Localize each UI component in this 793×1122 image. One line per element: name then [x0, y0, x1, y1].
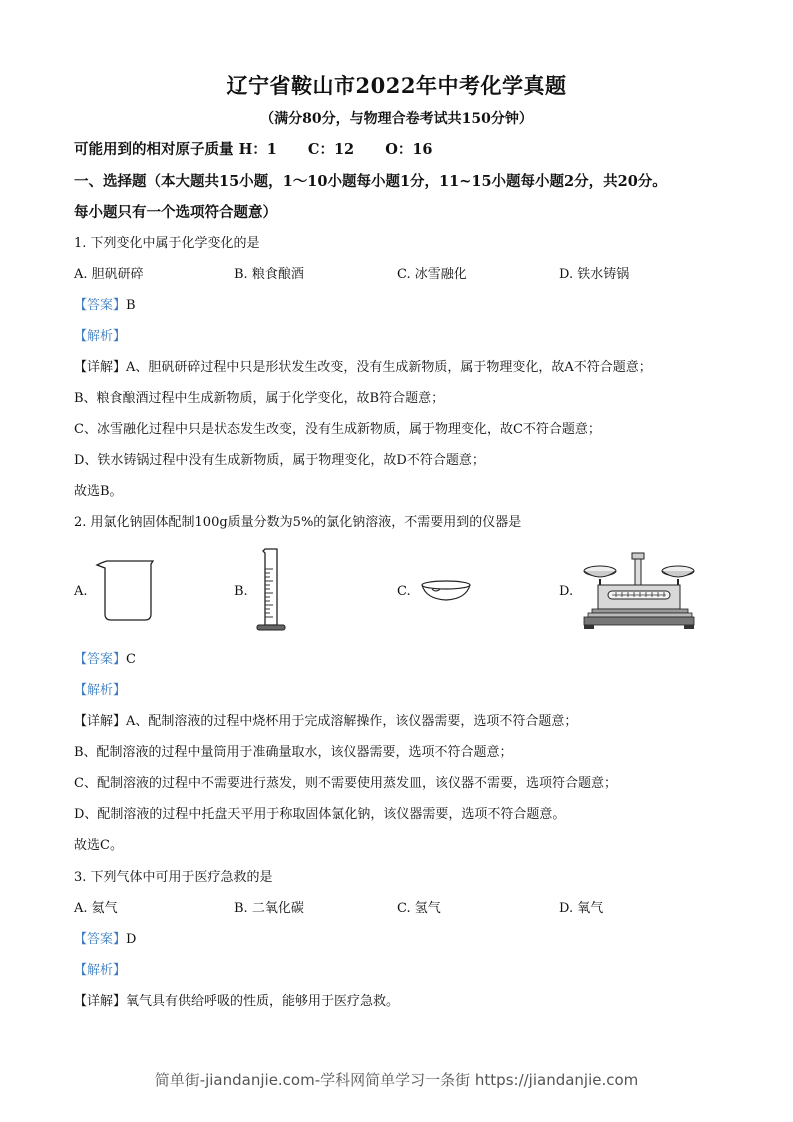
q3-option-c: C. 氢气	[397, 901, 441, 916]
answer-label: 【答案】	[74, 298, 127, 313]
detail-label: 【详解】	[74, 714, 127, 729]
section-heading-cont: 每小题只有一个选项符合题意）	[74, 204, 277, 221]
q2-detail-d: D、配制溶液的过程中托盘天平用于称取固体氯化钠，该仪器需要，选项不符合题意。	[74, 807, 566, 822]
answer-label: 【答案】	[74, 652, 127, 667]
q1-detail-a: 【详解】A、胆矾研碎过程中只是形状发生改变，没有生成新物质，属于物理变化，故A不符合题意；	[74, 360, 652, 375]
answer-value: C	[126, 652, 136, 667]
q2-analysis-label: 【解析】	[74, 683, 127, 698]
q2-option-b-label: B.	[234, 584, 248, 599]
q1-conclusion: 故选B。	[74, 484, 123, 499]
q1-analysis-label: 【解析】	[74, 329, 127, 344]
section-heading: 一、选择题（本大题共15小题，1～10小题每小题1分，11~15小题每小题2分，共20分。	[74, 173, 667, 190]
q2-detail-b: B、配制溶液的过程中量筒用于准确量取水，该仪器需要，选项不符合题意；	[74, 745, 513, 760]
atomic-mass-line	[74, 141, 433, 159]
q3-option-d: D. 氧气	[559, 901, 604, 916]
q2-detail-c: C、配制溶液的过程中不需要进行蒸发，则不需要使用蒸发皿，该仪器不需要，选项符合题意；	[74, 776, 617, 791]
footer-watermark: 简单街-jiandanjie.com-学科网简单学习一条街 https://jiandanjie.com	[154, 1071, 639, 1089]
detail-label: 【详解】	[74, 360, 127, 375]
q1-answer	[74, 297, 136, 315]
answer-value: D	[126, 932, 137, 947]
q1-option-c: C. 冰雪融化	[397, 267, 467, 282]
q3-option-b: B. 二氧化碳	[234, 901, 304, 916]
q1-detail-b: B、粮食酿酒过程中生成新物质，属于化学变化，故B符合题意；	[74, 391, 445, 406]
atomic-mass-h: H：1	[238, 141, 277, 158]
question-2-stem: 2. 用氯化钠固体配制100g质量分数为5%的氯化钠溶液，不需要用到的仪器是	[74, 515, 522, 530]
q1-option-d: D. 铁水铸锅	[559, 267, 630, 282]
q3-option-a: A. 氦气	[74, 901, 118, 916]
q1-option-a: A. 胆矾研碎	[74, 267, 144, 282]
beaker-icon	[95, 558, 155, 624]
q1-detail-d: D、铁水铸锅过程中没有生成新物质，属于物理变化，故D不符合题意；	[74, 453, 485, 468]
atomic-mass-label: 可能用到的相对原子质量	[74, 141, 234, 158]
q2-detail-a: 【详解】A、配制溶液的过程中烧杯用于完成溶解操作，该仪器需要，选项不符合题意；	[74, 714, 578, 729]
q1-detail-c: C、冰雪融化过程中只是状态发生改变，没有生成新物质，属于物理变化，故C不符合题意；	[74, 422, 601, 437]
page-subtitle: （满分80分，与物理合卷考试共150分钟）	[260, 111, 533, 127]
answer-label: 【答案】	[74, 932, 127, 947]
q2-option-d-label: D.	[559, 584, 574, 599]
evaporating-dish-icon	[420, 579, 472, 603]
q2-answer	[74, 651, 136, 669]
question-3-stem: 3. 下列气体中可用于医疗急救的是	[74, 870, 273, 885]
q2-option-c-label: C.	[397, 584, 411, 599]
detail-label: 【详解】	[74, 994, 127, 1009]
question-1-stem: 1. 下列变化中属于化学变化的是	[74, 236, 260, 251]
q3-detail: 【详解】氧气具有供给呼吸的性质，能够用于医疗急救。	[74, 994, 400, 1009]
atomic-mass-o: O：16	[385, 141, 433, 158]
q3-analysis-label: 【解析】	[74, 963, 127, 978]
q2-conclusion: 故选C。	[74, 838, 123, 853]
graduated-cylinder-icon	[255, 547, 289, 633]
balance-scale-icon	[582, 551, 696, 631]
q2-option-a-label: A.	[74, 584, 88, 599]
atomic-mass-c: C：12	[307, 141, 355, 158]
q3-answer	[74, 931, 136, 949]
page-title: 辽宁省鞍山市2022年中考化学真题	[226, 73, 567, 98]
q1-option-b: B. 粮食酿酒	[234, 267, 304, 282]
answer-value: B	[126, 298, 136, 313]
